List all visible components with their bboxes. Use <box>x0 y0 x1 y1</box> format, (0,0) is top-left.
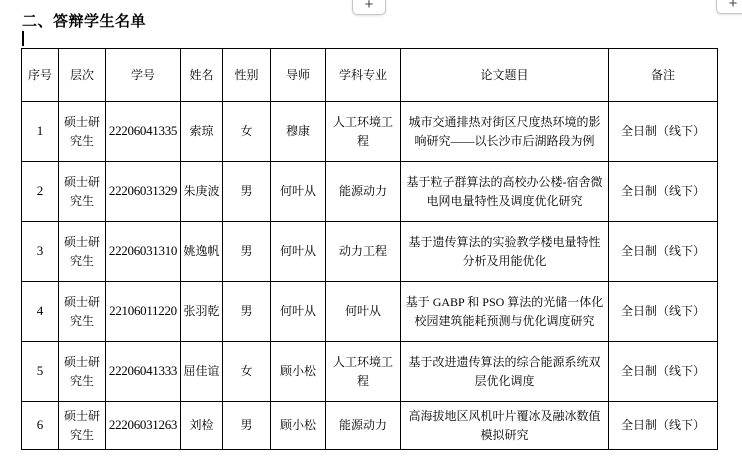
table-cell[interactable]: 4 <box>22 282 59 342</box>
table-cell[interactable]: 22206041335 <box>106 102 181 162</box>
table-cell[interactable]: 城市交通排热对街区尺度热环境的影响研究——以长沙市后湖路段为例 <box>401 102 609 162</box>
table-cell[interactable]: 索琼 <box>181 102 223 162</box>
table-cell[interactable]: 朱庚波 <box>181 162 223 222</box>
table-cell[interactable]: 动力工程 <box>326 222 401 282</box>
table-cell[interactable]: 顾小松 <box>271 402 326 450</box>
column-header[interactable]: 姓名 <box>181 49 223 102</box>
table-cell[interactable]: 全日制（线下） <box>609 222 718 282</box>
table-cell[interactable]: 硕士研究生 <box>59 342 106 402</box>
table-row <box>22 162 718 222</box>
table-row <box>22 282 718 342</box>
student-roster-table <box>21 48 718 450</box>
table-cell[interactable]: 人工环境工程 <box>326 342 401 402</box>
table-cell[interactable]: 22206031329 <box>106 162 181 222</box>
table-cell[interactable]: 何叶从 <box>271 222 326 282</box>
table-header-row <box>22 49 718 102</box>
corner-insert-button[interactable] <box>716 0 742 14</box>
table-cell[interactable]: 全日制（线下） <box>609 162 718 222</box>
table-cell[interactable]: 22206031310 <box>106 222 181 282</box>
table-cell[interactable]: 全日制（线下） <box>609 282 718 342</box>
table-cell[interactable]: 硕士研究生 <box>59 162 106 222</box>
table-cell[interactable]: 22106011220 <box>106 282 181 342</box>
table-cell[interactable]: 男 <box>223 402 271 450</box>
column-header[interactable]: 备注 <box>609 49 718 102</box>
table-cell[interactable]: 3 <box>22 222 59 282</box>
table-cell[interactable]: 男 <box>223 222 271 282</box>
table-row <box>22 102 718 162</box>
table-body <box>22 102 718 450</box>
table-row <box>22 402 718 450</box>
insert-button[interactable] <box>352 0 386 15</box>
table-cell[interactable]: 何叶从 <box>271 162 326 222</box>
table-cell[interactable]: 何叶从 <box>326 282 401 342</box>
table-cell[interactable]: 22206031263 <box>106 402 181 450</box>
table-cell[interactable]: 全日制（线下） <box>609 402 718 450</box>
table-cell[interactable]: 6 <box>22 402 59 450</box>
table-cell[interactable]: 基于遗传算法的实验教学楼电量特性分析及用能优化 <box>401 222 609 282</box>
table-cell[interactable]: 女 <box>223 102 271 162</box>
table-row <box>22 222 718 282</box>
table-cell[interactable]: 能源动力 <box>326 402 401 450</box>
table-cell[interactable]: 硕士研究生 <box>59 102 106 162</box>
table-cell[interactable]: 基于粒子群算法的高校办公楼-宿舍微电网电量特性及调度优化研究 <box>401 162 609 222</box>
column-header[interactable]: 层次 <box>59 49 106 102</box>
table-cell[interactable]: 全日制（线下） <box>609 102 718 162</box>
column-header[interactable]: 学科专业 <box>326 49 401 102</box>
table-cell[interactable]: 硕士研究生 <box>59 222 106 282</box>
table-cell[interactable]: 基于改进遗传算法的综合能源系统双层优化调度 <box>401 342 609 402</box>
plus-icon: + <box>364 0 374 13</box>
table-cell[interactable]: 高海拔地区风机叶片覆冰及融冰数值模拟研究 <box>401 402 609 450</box>
table-cell[interactable]: 硕士研究生 <box>59 402 106 450</box>
column-header[interactable]: 性别 <box>223 49 271 102</box>
table-cell[interactable]: 穆康 <box>271 102 326 162</box>
text-cursor <box>22 31 24 46</box>
table-cell[interactable]: 何叶从 <box>271 282 326 342</box>
table-cell[interactable]: 屈佳谊 <box>181 342 223 402</box>
table-cell[interactable]: 5 <box>22 342 59 402</box>
table-cell[interactable]: 女 <box>223 342 271 402</box>
column-header[interactable]: 论文题目 <box>401 49 609 102</box>
table-cell[interactable]: 2 <box>22 162 59 222</box>
table-cell[interactable]: 人工环境工程 <box>326 102 401 162</box>
plus-icon: + <box>728 0 738 12</box>
table-cell[interactable]: 张羽乾 <box>181 282 223 342</box>
table-cell[interactable]: 1 <box>22 102 59 162</box>
table-cell[interactable]: 硕士研究生 <box>59 282 106 342</box>
table-cell[interactable]: 基于 GABP 和 PSO 算法的光储一体化校园建筑能耗预测与优化调度研究 <box>401 282 609 342</box>
section-title: 二、答辩学生名单 <box>22 14 147 30</box>
table-cell[interactable]: 能源动力 <box>326 162 401 222</box>
table-cell[interactable]: 男 <box>223 282 271 342</box>
table-cell[interactable]: 顾小松 <box>271 342 326 402</box>
table-cell[interactable]: 全日制（线下） <box>609 342 718 402</box>
table-cell[interactable]: 22206041333 <box>106 342 181 402</box>
column-header[interactable]: 导师 <box>271 49 326 102</box>
column-header[interactable]: 序号 <box>22 49 59 102</box>
table-cell[interactable]: 刘检 <box>181 402 223 450</box>
column-header[interactable]: 学号 <box>106 49 181 102</box>
table-cell[interactable]: 姚逸帆 <box>181 222 223 282</box>
table-cell[interactable]: 男 <box>223 162 271 222</box>
table-row <box>22 342 718 402</box>
